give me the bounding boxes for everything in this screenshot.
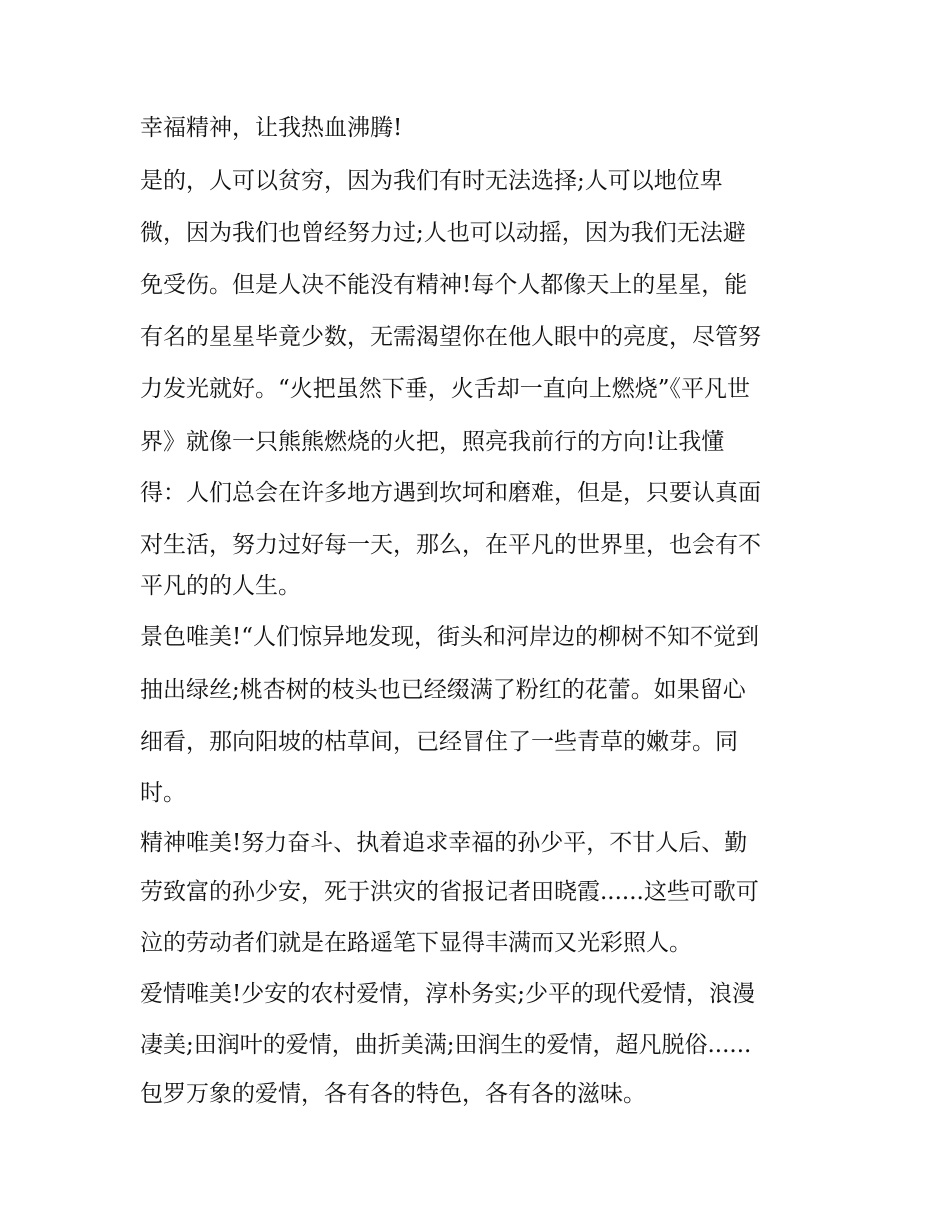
text-line: 景色唯美!“人们惊异地发现，街头和河岸边的柳树不知不觉到 <box>140 624 760 650</box>
text-line: 爱情唯美!少安的农村爱情，淳朴务实;少平的现代爱情，浪漫 <box>140 981 755 1007</box>
text-line: 细看，那向阳坡的枯草间，已经冒住了一些青草的嫩芽。同 <box>140 729 738 755</box>
text-line: 得：人们总会在许多地方遇到坎坷和磨难，但是，只要认真面 <box>140 480 761 506</box>
text-line: 抽出绿丝;桃杏树的枝头也已经缀满了粉红的花蕾。如果留心 <box>140 677 746 703</box>
text-line: 泣的劳动者们就是在路遥笔下显得丰满而又光彩照人。 <box>140 930 692 956</box>
text-line: 幸福精神，让我热血沸腾! <box>140 115 403 141</box>
text-line: 时。 <box>140 780 186 806</box>
text-line: 凄美;田润叶的爱情，曲折美满;田润生的爱情，超凡脱俗...... <box>140 1032 752 1058</box>
text-line: 免受伤。但是人决不能没有精神!每个人都像天上的星星，能 <box>140 272 748 298</box>
text-line: 力发光就好。“火把虽然下垂，火舌却一直向上燃烧”《平凡世 <box>140 376 751 402</box>
text-line: 包罗万象的爱情，各有各的特色，各有各的滋味。 <box>140 1081 646 1107</box>
text-line: 对生活，努力过好每一天，那么，在平凡的世界里，也会有不 <box>140 532 761 558</box>
text-line: 劳致富的孙少安，死于洪灾的省报记者田晓霞......这些可歌可 <box>140 879 759 905</box>
text-line: 是的，人可以贫穷，因为我们有时无法选择;人可以地位卑 <box>140 168 723 194</box>
text-line: 精神唯美!努力奋斗、执着追求幸福的孙少平，不甘人后、勤 <box>140 830 748 856</box>
text-line: 平凡的的人生。 <box>140 573 301 599</box>
text-line: 有名的星星毕竟少数，无需渴望你在他人眼中的亮度，尽管努 <box>140 324 761 350</box>
text-line: 界》就像一只熊熊燃烧的火把，照亮我前行的方向!让我懂 <box>140 429 725 455</box>
text-line: 微，因为我们也曾经努力过;人也可以动摇，因为我们无法避 <box>140 220 746 246</box>
